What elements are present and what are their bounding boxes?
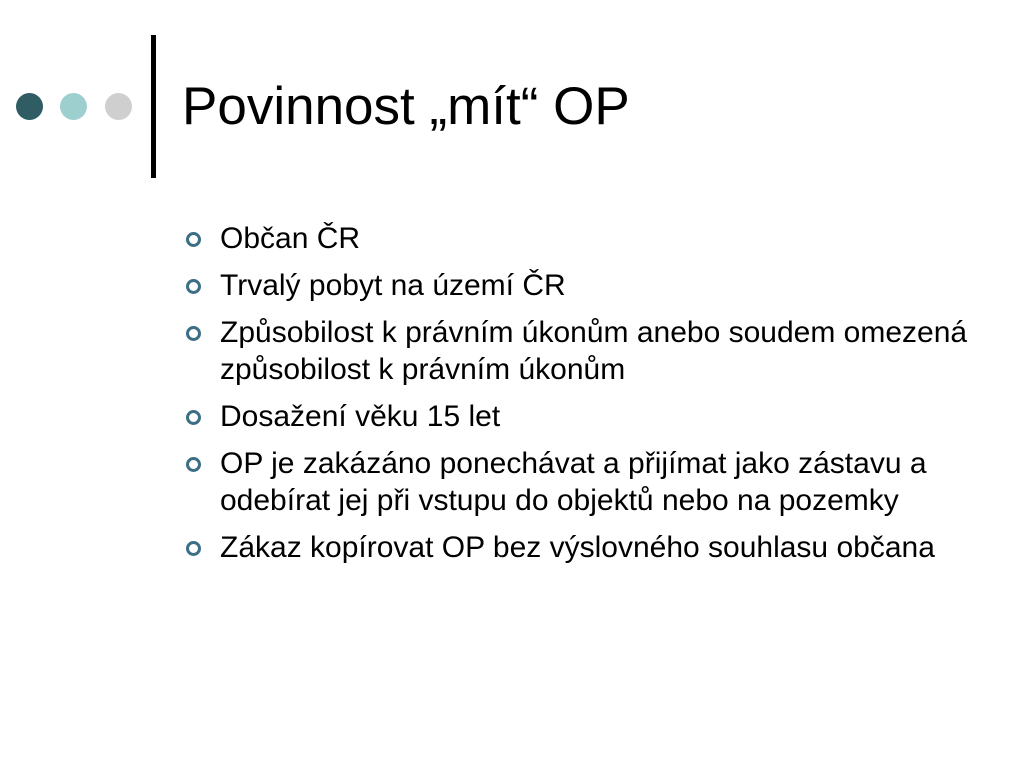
bullet-list — [184, 220, 984, 576]
list-item — [184, 314, 984, 388]
bullet-text: Dosažení věku 15 let — [220, 400, 501, 433]
ring-bullet-icon — [186, 541, 201, 556]
bullet-text: Trvalý pobyt na území ČR — [220, 269, 566, 302]
bullet-text: Občan ČR — [220, 222, 361, 255]
ring-bullet-icon — [186, 232, 201, 247]
ring-bullet-icon — [186, 410, 201, 425]
list-item — [184, 398, 984, 435]
list-item — [184, 445, 984, 519]
title-divider — [151, 35, 156, 178]
dark-teal-dot-icon — [16, 93, 43, 120]
bullet-text: Zákaz kopírovat OP bez výslovného souhlasu občana — [220, 531, 935, 564]
light-teal-dot-icon — [60, 93, 87, 120]
bullet-text: Způsobilost k právním úkonům anebo soudem omezená způsobilost k právním úkonům — [220, 316, 968, 386]
slide-title: Povinnost „mít“ OP — [182, 77, 630, 136]
decorative-dots — [16, 93, 132, 121]
list-item — [184, 220, 984, 257]
list-item — [184, 267, 984, 304]
ring-bullet-icon — [186, 457, 201, 472]
bullet-text: OP je zakázáno ponechávat a přijímat jako zástavu a odebírat jej při vstupu do objektů nebo na pozemky — [220, 447, 927, 517]
ring-bullet-icon — [186, 326, 201, 341]
ring-bullet-icon — [186, 279, 201, 294]
list-item — [184, 529, 984, 566]
gray-dot-icon — [105, 93, 132, 120]
